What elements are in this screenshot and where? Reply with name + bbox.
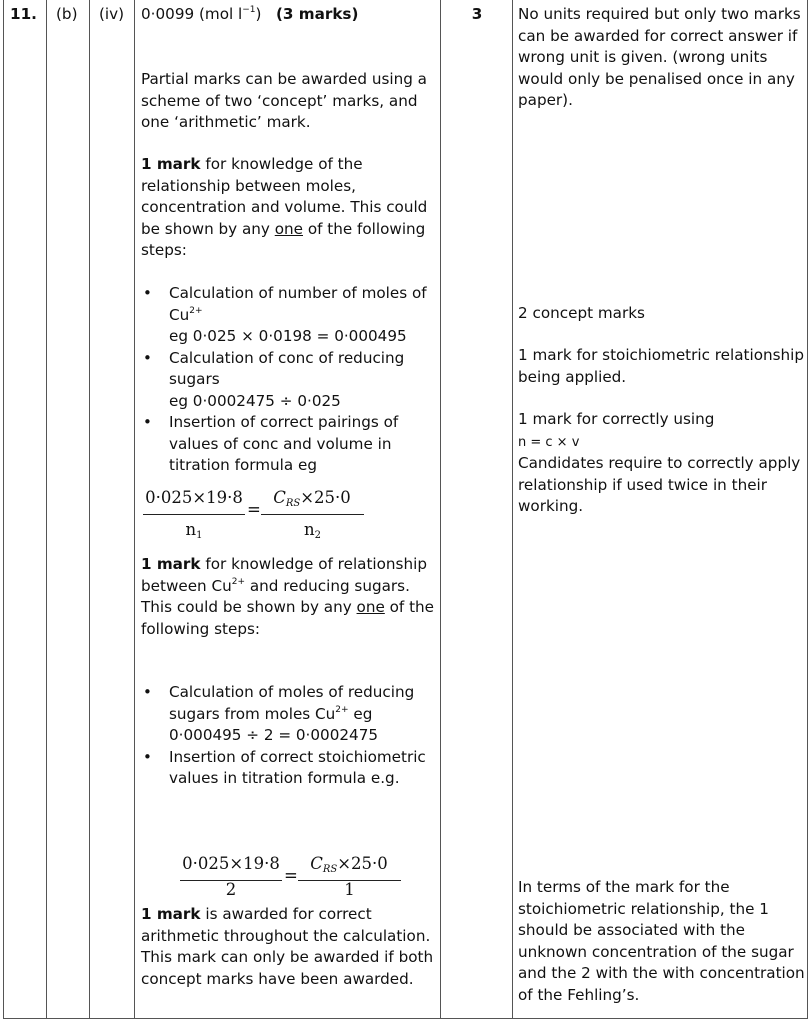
concept-mark-1-emphasis: one — [274, 219, 303, 238]
num-rest: ×25·0 — [300, 488, 351, 507]
step-example: eg 0·0002475 ÷ 0·025 — [169, 391, 341, 410]
arithmetic-mark-label: 1 mark — [141, 905, 201, 923]
step-insert-pairings — [135, 412, 435, 477]
formula-2-equals: = — [284, 866, 298, 885]
conc-var: C — [310, 854, 323, 873]
step-text: Insertion of correct pairings of values of conc and volume in titration formula eg — [169, 413, 399, 474]
charge-superscript: 2+ — [189, 305, 203, 316]
concept-mark-1-steps — [135, 283, 435, 477]
marking-scheme-table — [3, 0, 808, 1019]
concept-mark-2-steps — [135, 682, 435, 790]
concept-mark-2-text-end: of the following steps: — [141, 598, 435, 638]
formula-2-right-denominator: 1 — [344, 880, 355, 899]
formula-1-left-bar — [143, 514, 245, 515]
concept-mark-2-text-mid: and reducing sugars. This could be shown by any — [141, 576, 410, 616]
ncv-note — [518, 409, 806, 518]
formula-2-right-numerator — [300, 854, 398, 875]
formula-1-right-numerator — [263, 488, 361, 509]
concept-marks-heading: 2 concept marks — [518, 304, 645, 322]
stoichiometric-note: 1 mark for stoichiometric relationship being applied. — [518, 346, 805, 386]
partial-marks-intro: Partial marks can be awarded using a scheme of two ‘concept’ marks, and one ‘arithmetic’ mark. — [141, 70, 427, 131]
formula-1-equals: = — [247, 500, 261, 519]
additional-guidance-column — [513, 0, 807, 1018]
den-var: n — [185, 520, 197, 539]
charge-superscript: 2+ — [335, 704, 349, 715]
concept-mark-2-description — [141, 554, 437, 640]
conc-var: C — [273, 488, 286, 507]
units-note: No units required but only two marks can be awarded for correct answer if wrong unit is given. (wrong units would only be penalised once in any paper). — [518, 5, 801, 109]
ncv-note-line: 1 mark for correctly using — [518, 410, 715, 428]
formula-1-right-denominator — [261, 520, 364, 541]
expected-answer — [141, 4, 437, 26]
ncv-formula: n = c × v — [518, 434, 580, 450]
step-text: Insertion of correct stoichiometric values in titration formula e.g. — [169, 747, 426, 787]
stoichiometric-association-note: In terms of the mark for the stoichiometric relationship, the 1 should be associated with the unknown concentration of the sugar and the 2 with the with concentration of the Fehling’s. — [518, 878, 805, 1004]
concept-mark-2-text: for knowledge of relationship between Cu — [141, 555, 427, 595]
conc-sub: RS — [285, 498, 301, 509]
max-mark: 3 — [471, 5, 483, 23]
step-example: 0·000495 ÷ 2 = 0·0002475 — [169, 726, 379, 744]
concept-mark-2-emphasis: one — [356, 598, 385, 616]
answer-value-end: ) — [255, 5, 262, 23]
question-number: 11. — [10, 5, 37, 23]
concept-mark-1-text-end: of the following steps: — [141, 219, 426, 259]
formula-1-left-denominator — [143, 520, 245, 541]
question-subpart: (iv) — [99, 5, 125, 23]
step-text-end: eg — [348, 704, 373, 723]
formula-1-left-numerator: 0·025×19·8 — [145, 488, 243, 507]
step-moles-cu — [135, 283, 435, 348]
conc-sub: RS — [322, 864, 338, 875]
arithmetic-mark-description — [141, 904, 437, 990]
question-number-column — [4, 0, 47, 1018]
step-text: Calculation of moles of reducing sugars from moles Cu — [169, 683, 415, 723]
concept-mark-1-label: 1 mark — [141, 155, 201, 173]
ncv-note-candidates: Candidates require to correctly apply relationship if used twice in their working. — [518, 454, 801, 515]
answer-marks-label: (3 marks) — [275, 5, 359, 23]
formula-2-left-numerator: 0·025×19·8 — [182, 854, 280, 873]
part-column — [47, 0, 90, 1018]
num-rest: ×25·0 — [337, 854, 388, 873]
answer-value: 0·0099 (mol l — [141, 5, 243, 23]
den-var: n — [303, 520, 315, 539]
concept-mark-1-description — [141, 154, 437, 262]
step-moles-reducing-sugars — [135, 682, 435, 747]
answer-unit-superscript: −1 — [242, 5, 256, 15]
formula-1-right-bar — [261, 514, 364, 515]
question-part: (b) — [56, 5, 78, 23]
step-text: Calculation of conc of reducing sugars — [169, 348, 405, 388]
arithmetic-mark-text: is awarded for correct arithmetic throughout the calculation. This mark can only be awarded if both concept marks have been awarded. — [141, 905, 434, 988]
subpart-column — [90, 0, 135, 1018]
titration-formula-1 — [143, 488, 363, 548]
max-mark-column — [441, 0, 513, 1018]
concept-mark-1-text: for knowledge of the relationship between moles, concentration and volume. This could be shown by any — [141, 155, 428, 238]
den-sub: 2 — [314, 530, 321, 541]
concept-mark-2-label: 1 mark — [141, 555, 201, 573]
charge-superscript: 2+ — [231, 576, 246, 587]
step-text: Calculation of number of moles of Cu — [169, 284, 427, 324]
formula-2-left-denominator: 2 — [225, 880, 237, 899]
den-sub: 1 — [196, 530, 203, 541]
step-insert-stoichiometric-values — [135, 747, 435, 790]
step-example: eg 0·025 × 0·0198 = 0·000495 — [169, 327, 407, 345]
step-conc-reducing-sugars — [135, 348, 435, 413]
expected-answer-column — [135, 0, 441, 1018]
